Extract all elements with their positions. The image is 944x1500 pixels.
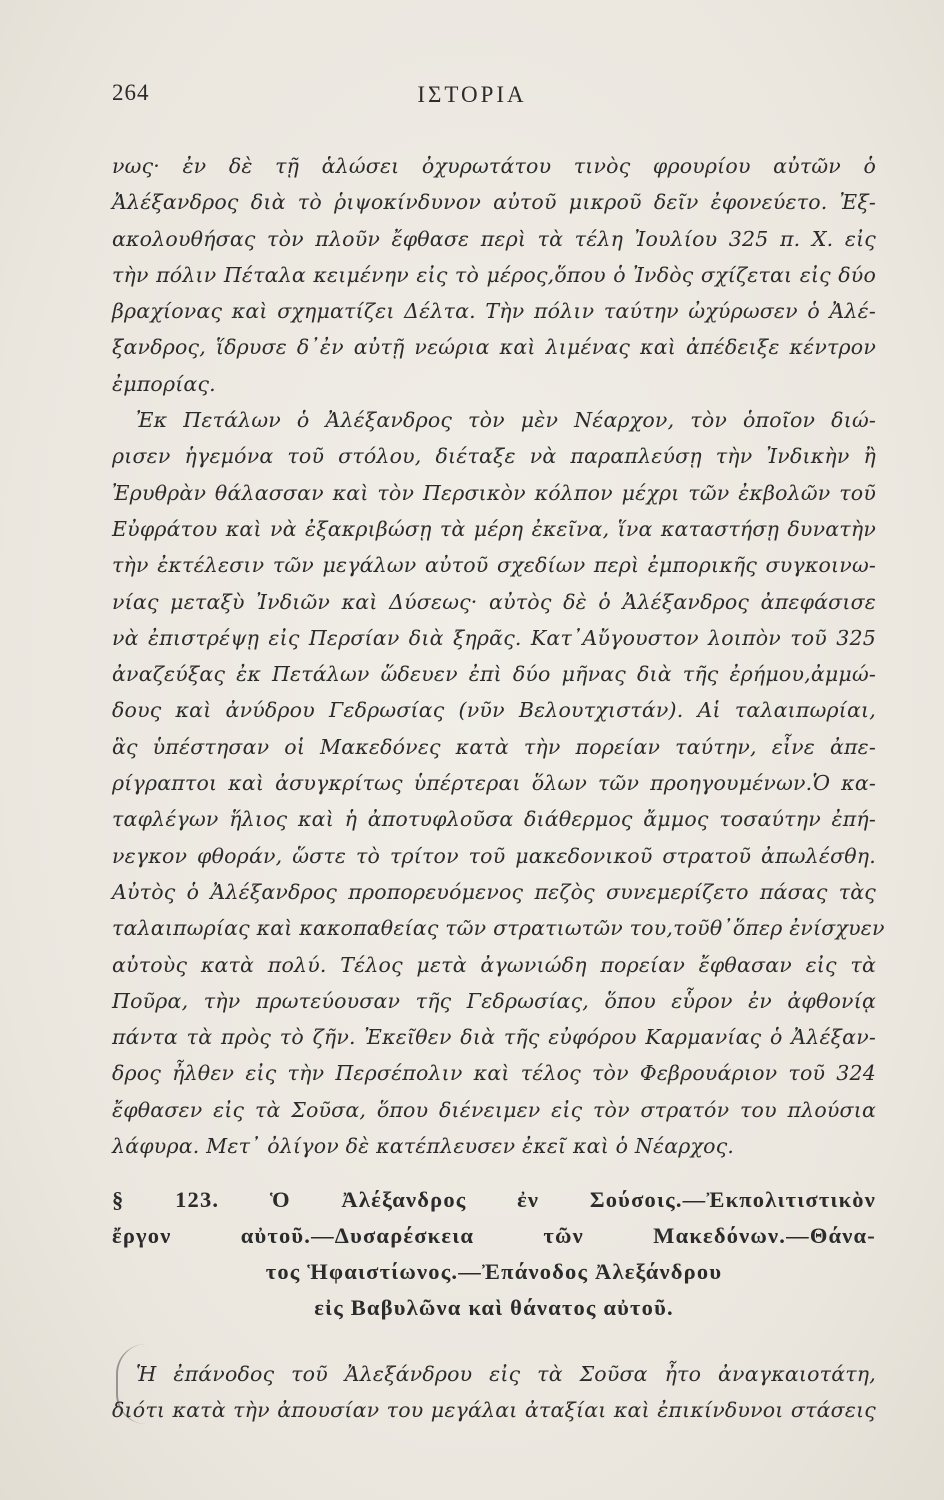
text-line: ρίγραπτοι καὶ ἀσυγκρίτως ὑπέρτεραι ὅλων τῶν προηγουμένων.Ὁ κα- (112, 771, 876, 796)
text-line: Ἀλέξανδρος διὰ τὸ ῥιψοκίνδυνον αὐτοῦ μικροῦ δεῖν ἐφονεύετο. Ἐξ- (112, 190, 876, 215)
running-head: ΙΣΤΟΡΙΑ (417, 82, 527, 107)
text-line: ρισεν ἡγεμόνα τοῦ στόλου, διέταξε νὰ παραπλεύσῃ τὴν Ἰνδικὴν ἢ (112, 444, 876, 469)
text-line: ἃς ὑπέστησαν οἱ Μακεδόνες κατὰ τὴν πορείαν ταύτην, εἶνε ἀπε- (112, 734, 876, 759)
text-line: Ποῦρα, τὴν πρωτεύουσαν τῆς Γεδρωσίας, ὅπου εὗρον ἐν ἀφθονίᾳ (112, 988, 876, 1013)
text-line: ἔφθασεν εἰς τὰ Σοῦσα, ὅπου διένειμεν εἰς τὸν στρατόν του πλούσια (112, 1097, 876, 1122)
text-line: ἐμπορίας. (112, 371, 216, 396)
text-line: τὴν πόλιν Πέταλα κειμένην εἰς τὸ μέρος,ὅπου ὁ Ἰνδὸς σχίζεται εἰς δύο (112, 262, 876, 287)
text-line: νὰ ἐπιστρέψῃ εἰς Περσίαν διὰ ξηρᾶς. Κατ᾿Αὔγουστον λοιπὸν τοῦ 325 (112, 625, 876, 650)
text-line: πάντα τὰ πρὸς τὸ ζῆν. Ἐκεῖθεν διὰ τῆς εὐφόρου Καρμανίας ὁ Ἀλέξαν- (112, 1025, 876, 1050)
text-line: βραχίονας καὶ σχηματίζει Δέλτα. Τὴν πόλιν ταύτην ὠχύρωσεν ὁ Ἀλέ- (112, 299, 876, 324)
section-heading (112, 1182, 876, 1326)
text-line: ξανδρος, ἵδρυσε δ᾿ἐν αὐτῇ νεώρια καὶ λιμένας καὶ ἀπέδειξε κέντρον (112, 335, 876, 360)
paragraph-1 (112, 148, 876, 402)
text-line: Ἐρυθρὰν θάλασσαν καὶ τὸν Περσικὸν κόλπον μέχρι τῶν ἐκβολῶν τοῦ (112, 480, 876, 505)
heading-line: τος Ἡφαιστίωνος.—Ἐπάνοδος Ἀλεξάνδρου (265, 1259, 723, 1284)
text-line: Αὐτὸς ὁ Ἀλέξανδρος προπορευόμενος πεζὸς συνεμερίζετο πάσας τὰς (112, 879, 876, 904)
text-line: Ἡ ἐπάνοδος τοῦ Ἀλεξάνδρου εἰς τὰ Σοῦσα ἦτο ἀναγκαιοτάτη, (136, 1362, 876, 1386)
body-text (112, 148, 885, 1164)
text-line: αὐτοὺς κατὰ πολύ. Τέλος μετὰ ἀγωνιώδη πορείαν ἔφθασαν εἰς τὰ (112, 952, 876, 977)
heading-line: § 123. Ὁ Ἀλέξανδρος ἐν Σούσοις.—Ἐκπολιτιστικὸν (112, 1187, 876, 1212)
text-line: ταλαιπωρίας καὶ κακοπαθείας τῶν στρατιωτῶν του,τοῦθ᾿ὅπερ ἐνίσχυεν (112, 916, 885, 941)
heading-line: εἰς Βαβυλῶνα καὶ θάνατος αὐτοῦ. (314, 1295, 674, 1320)
text-line: νως· ἐν δὲ τῇ ἁλώσει ὀχυρωτάτου τινὸς φρουρίου αὐτῶν ὁ (112, 154, 876, 178)
text-line: Ἐκ Πετάλων ὁ Ἀλέξανδρος τὸν μὲν Νέαρχον, τὸν ὁποῖον διώ- (136, 408, 876, 433)
heading-line: ἔργον αὐτοῦ.—Δυσαρέσκεια τῶν Μακεδόνων.—Θάνα- (112, 1223, 876, 1248)
text-line: τὴν ἐκτέλεσιν τῶν μεγάλων αὐτοῦ σχεδίων περὶ ἐμπορικῆς συγκοινω- (112, 553, 876, 578)
text-line: διότι κατὰ τὴν ἀπουσίαν του μεγάλαι ἀταξίαι καὶ ἐπικίνδυνοι στάσεις (112, 1398, 876, 1423)
text-line: ἀναζεύξας ἐκ Πετάλων ὥδευεν ἐπὶ δύο μῆνας διὰ τῆς ἐρήμου,ἀμμώ- (112, 662, 876, 687)
text-line: δους καὶ ἀνύδρου Γεδρωσίας (νῦν Βελουτχιστάν). Αἱ ταλαιπωρίαι, (112, 698, 876, 723)
text-line: Εὐφράτου καὶ νὰ ἐξακριβώσῃ τὰ μέρη ἐκεῖνα, ἵνα καταστήσῃ δυνατὴν (112, 516, 876, 541)
text-line: νίας μεταξὺ Ἰνδιῶν καὶ Δύσεως· αὐτὸς δὲ ὁ Ἀλέξανδρος ἀπεφάσισε (112, 589, 876, 614)
text-line: λάφυρα. Μετ᾿ ὀλίγον δὲ κατέπλευσεν ἐκεῖ καὶ ὁ Νέαρχος. (112, 1134, 735, 1159)
paragraph-2 (112, 402, 885, 1164)
text-line: ταφλέγων ἥλιος καὶ ἡ ἀποτυφλοῦσα διάθερμος ἄμμος τοσαύτην ἐπή- (112, 807, 876, 832)
paragraph-3 (112, 1356, 876, 1429)
text-line: ακολουθήσας τὸν πλοῦν ἔφθασε περὶ τὰ τέλη Ἰουλίου 325 π. Χ. εἰς (112, 226, 876, 251)
text-line: δρος ἦλθεν εἰς τὴν Περσέπολιν καὶ τέλος τὸν Φεβρουάριον τοῦ 324 (112, 1061, 876, 1086)
text-line: νεγκον φθοράν, ὥστε τὸ τρίτον τοῦ μακεδονικοῦ στρατοῦ ἀπωλέσθη. (112, 843, 876, 868)
page-number: 264 (112, 80, 150, 105)
